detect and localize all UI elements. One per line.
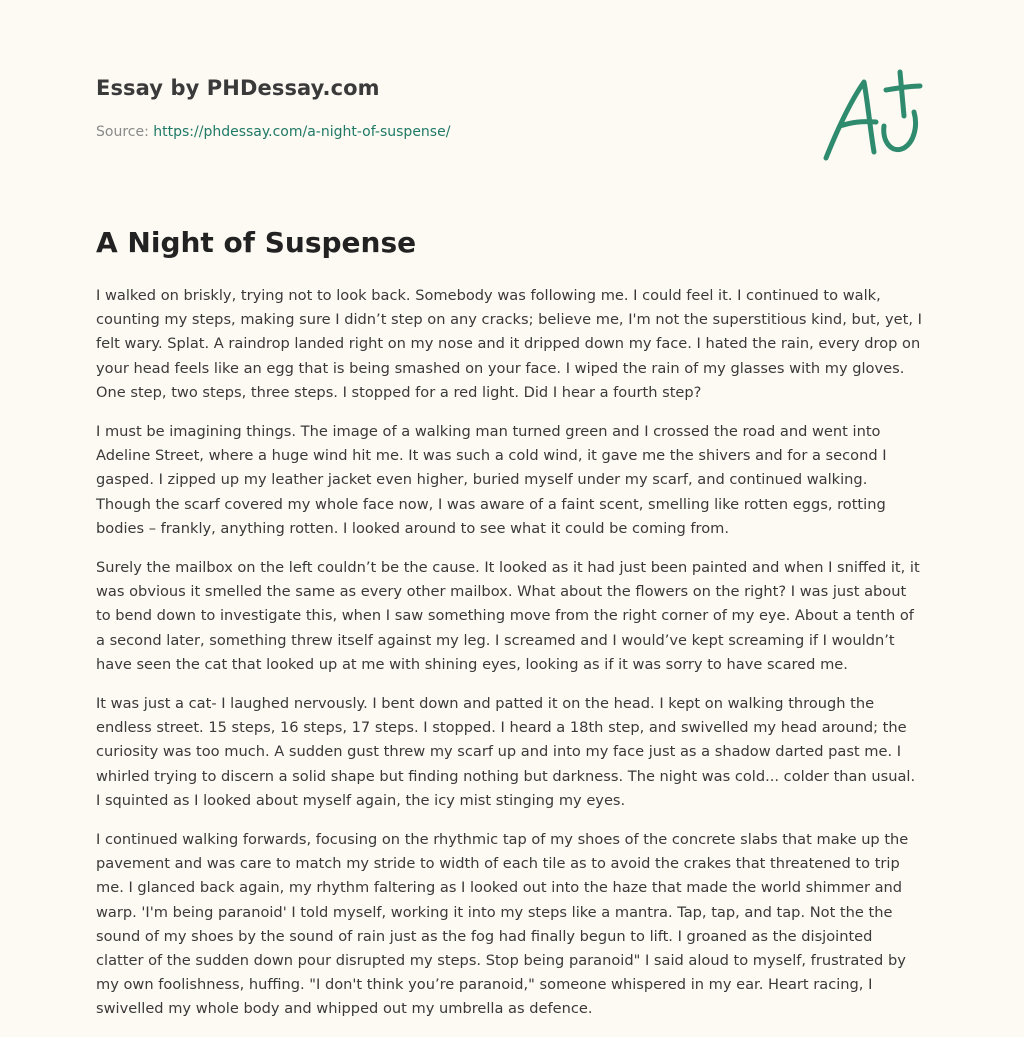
essay-paragraph: Surely the mailbox on the left couldn’t be the cause. It looked as it had just been painted and when I sniffed it, it was obvious it smelled the same as every other mailbox. What about the flowers on the right? I was just about to bend down to investigate this, when I saw something move from the right corner of my eye. About a tenth of a second later, something threw itself against my leg. I screamed and I would’ve kept screaming if I wouldn’t have seen the cat that looked up at me with shining eyes, looking as if it was sorry to have scared me.	[96, 559, 920, 673]
essay-body	[96, 284, 924, 1037]
source-link[interactable]: https://phdessay.com/a-night-of-suspense/	[153, 124, 451, 140]
source-label: Source:	[96, 124, 149, 140]
page-header	[96, 0, 924, 190]
essay-title: A Night of Suspense	[96, 226, 417, 259]
site-brand: Essay by PHDessay.com	[96, 76, 380, 100]
essay-paragraph: It was just a cat- I laughed nervously. I bent down and patted it on the head. I kept on walking through the endless street. 15 steps, 16 steps, 17 steps. I stopped. I heard a 18th step, and swivelled my head around; the curiosity was too much. A sudden gust threw my scarf up and into my face just as a shadow darted past me. I whirled trying to discern a solid shape but finding nothing but darkness. The night was cold... colder than usual. I squinted as I looked about myself again, the icy mist stinging my eyes.	[96, 695, 916, 809]
a-plus-grade-icon	[820, 66, 930, 166]
essay-paragraph: I must be imagining things. The image of a walking man turned green and I crossed the road and went into Adeline Street, where a huge wind hit me. It was such a cold wind, it gave me the shivers and for a second I gasped. I zipped up my leather jacket even higher, buried myself under my scarf, and continued walking. Though the scarf covered my whole face now, I was aware of a faint scent, smelling like rotten eggs, rotting bodies – frankly, anything rotten. I looked around to see what it could be coming from.	[96, 423, 887, 537]
essay-paragraph: I continued walking forwards, focusing on the rhythmic tap of my shoes of the concrete slabs that make up the pavement and was care to match my stride to width of each tile as to avoid the crakes that threatened to trip me. I glanced back again, my rhythm faltering as I looked out into the haze that made the world shimmer and warp. 'I'm being paranoid' I told myself, working it into my steps like a mantra. Tap, tap, and tap. Not the the sound of my shoes by the sound of rain just as the fog had finally begun to lift. I groaned as the disjointed clatter of the sudden down pour disrupted my steps. Stop being paranoid" I said aloud to myself, frustrated by my own foolishness, huffing. "I don't think you’re paranoid," someone whispered in my ear. Heart racing, I swivelled my whole body and whipped out my umbrella as defence.	[96, 831, 909, 1018]
essay-paragraph: I walked on briskly, trying not to look back. Somebody was following me. I could feel it. I continued to walk, counting my steps, making sure I didn’t step on any cracks; believe me, I'm not the superstitious kind, but, yet, I felt wary. Splat. A raindrop landed right on my nose and it dripped down my face. I hated the rain, every drop on your head feels like an egg that is being smashed on your face. I wiped the rain of my glasses with my gloves. One step, two steps, three steps. I stopped for a red light. Did I hear a fourth step?	[96, 287, 922, 401]
source-line	[96, 124, 450, 140]
